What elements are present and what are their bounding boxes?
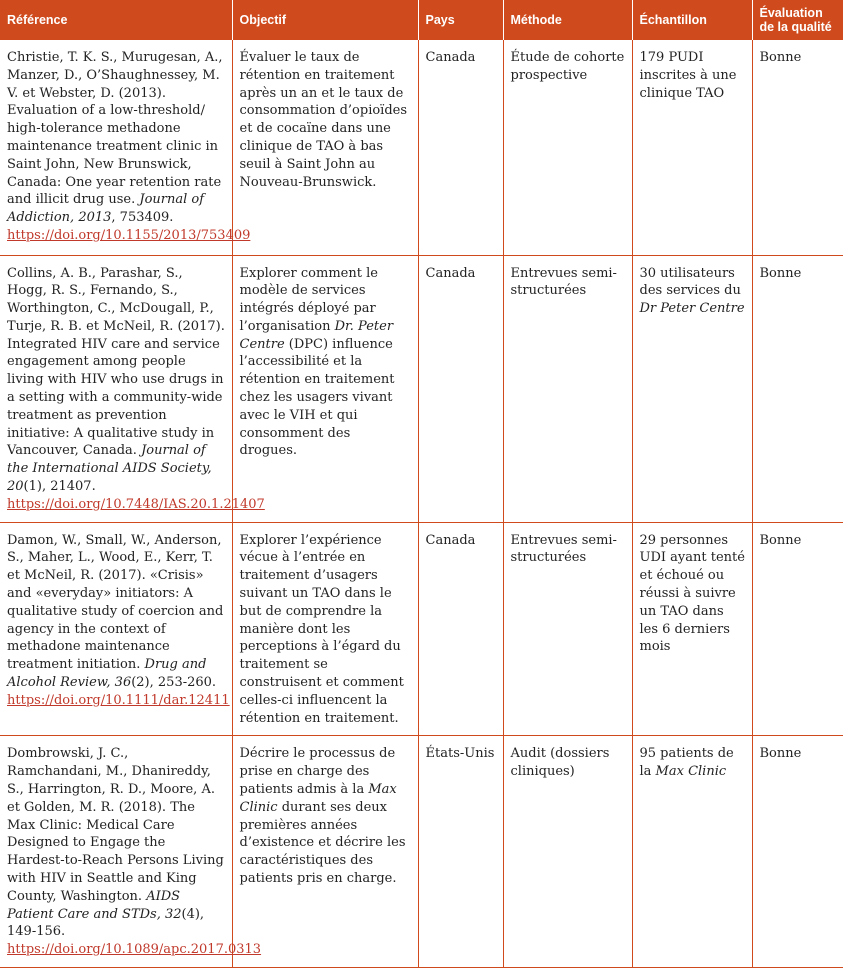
header-objectif: Objectif <box>232 0 418 40</box>
reference-journal: Drug and Alcohol Review, 36 <box>7 657 207 691</box>
doi-link[interactable]: https://doi.org/10.1111/dar.12411 <box>7 692 230 708</box>
pays-cell: Canada <box>418 40 503 255</box>
reference-details: (1), 21407. <box>23 479 96 495</box>
qualite-cell: Bonne <box>752 255 843 522</box>
echantillon-cell <box>632 736 752 968</box>
pays-cell: Canada <box>418 522 503 736</box>
objectif-cell <box>232 736 418 968</box>
echantillon-text: 95 patients de la <box>639 746 734 780</box>
reference-journal: Journal of Addiction, 2013 <box>7 192 205 226</box>
echantillon-cell: 29 personnes UDI ayant tenté et échoué ou réussi à suivre un TAO dans les 6 derniers mois <box>632 522 752 736</box>
methode-cell: Entrevues semi-structurées <box>503 522 632 736</box>
table-row <box>0 522 843 736</box>
reference-details: (2), 253-260. <box>131 675 217 691</box>
reference-authors: Damon, W., Small, W., Anderson, S., Maher, L., Wood, E., Kerr, T. et McNeil, R. (2017). «Crisis» and «everyday» initiators: A qualitative study of coercion and agency in the context of methadone maintenance treatment initiation. <box>7 532 224 673</box>
objectif-text: Évaluer le taux de rétention en traitement après un an et le taux de consommation d’opioïdes et de cocaïne dans une clinique de TAO à bas seuil à Saint John au Nouveau-Brunswick. <box>239 50 408 190</box>
reference-authors: Collins, A. B., Parashar, S., Hogg, R. S., Fernando, S., Worthington, C., McDougall, P., Turje, R. B. et McNeil, R. (2017). Integrated HIV care and service engagement among people living with HIV who use drugs in a setting with a community-wide treatment as prevention initiative: A qualitative study in Vancouver, Canada. <box>7 265 225 459</box>
doi-link[interactable]: https://doi.org/10.1089/apc.2017.0313 <box>7 942 262 958</box>
table-row <box>0 736 843 968</box>
echantillon-cell <box>632 255 752 522</box>
reference-authors: Dombrowski, J. C., Ramchandani, M., Dhanireddy, S., Harrington, R. D., Moore, A. et Golden, M. R. (2018). The Max Clinic: Medical Care Designed to Engage the Hardest-to-Reach Persons Living with HIV in Seattle and King County, Washington. <box>7 746 224 904</box>
doi-link[interactable]: https://doi.org/10.7448/IAS.20.1.21407 <box>7 496 265 512</box>
objectif-text: durant ses deux premières années d’existence et décrire les caractéristiques des patients pris en charge. <box>239 799 406 886</box>
objectif-cell <box>232 40 418 255</box>
header-methode: Méthode <box>503 0 632 40</box>
header-row <box>0 0 843 40</box>
table-row <box>0 40 843 255</box>
pays-cell: Canada <box>418 255 503 522</box>
reference-authors: Christie, T. K. S., Murugesan, A., Manzer, D., O’Shaughnessey, M. V. et Webster, D. (2013). Evaluation of a low-threshold/ high-tolerance methadone maintenance treatment clinic in Saint John, New Brunswick, Canada: One year retention rate and illicit drug use. <box>7 50 223 208</box>
reference-cell <box>0 40 251 255</box>
methode-cell: Étude de cohorte prospective <box>503 40 632 255</box>
echantillon-cell: 179 PUDI inscrites à une clinique TAO <box>632 40 752 255</box>
reference-journal: Journal of the International AIDS Society, 20 <box>7 443 212 495</box>
echantillon-emphasis: Max Clinic <box>655 764 727 780</box>
table-row <box>0 255 843 522</box>
objectif-text: Explorer l’expérience vécue à l’entrée en traitement d’usagers suivant un TAO dans le but de comprendre la manière dont les perceptions à l’égard du traitement se construisent et comment celles-ci influencent la rétention en traitement. <box>239 532 404 726</box>
methode-cell: Audit (dossiers cliniques) <box>503 736 632 968</box>
qualite-cell: Bonne <box>752 40 843 255</box>
reference-journal: AIDS Patient Care and STDs, 32 <box>7 888 182 922</box>
echantillon-text: 30 utilisateurs des services du <box>639 265 741 299</box>
echantillon-emphasis: Dr Peter Centre <box>639 301 745 317</box>
reference-details: , 753409. <box>111 210 174 226</box>
objectif-text: (DPC) influence l’accessibilité et la rétention en traitement chez les usagers vivant avec le VIH et qui consomment des drogues. <box>239 336 395 459</box>
header-reference: Référence <box>0 0 232 40</box>
qualite-cell: Bonne <box>752 736 843 968</box>
objectif-emphasis: Dr. Peter Centre <box>239 318 394 352</box>
objectif-cell <box>232 522 418 736</box>
reference-cell <box>0 255 265 522</box>
header-echantillon: Échantillon <box>632 0 752 40</box>
reference-cell <box>0 522 232 736</box>
header-qualite: Évaluation de la qualité <box>752 0 843 40</box>
header-pays: Pays <box>418 0 503 40</box>
objectif-emphasis: Max Clinic <box>239 782 397 815</box>
reference-details: (4), 149-156. <box>7 906 205 940</box>
reference-cell <box>0 736 262 968</box>
qualite-cell: Bonne <box>752 522 843 736</box>
objectif-text: Explorer comment le modèle de services intégrés déployé par l’organisation <box>239 265 378 334</box>
objectif-text: Décrire le processus de prise en charge des patients admis à la <box>239 746 396 798</box>
objectif-cell <box>232 255 418 522</box>
methode-cell: Entrevues semi-structurées <box>503 255 632 522</box>
doi-link[interactable]: https://doi.org/10.1155/2013/753409 <box>7 227 251 243</box>
pays-cell: États-Unis <box>418 736 503 968</box>
